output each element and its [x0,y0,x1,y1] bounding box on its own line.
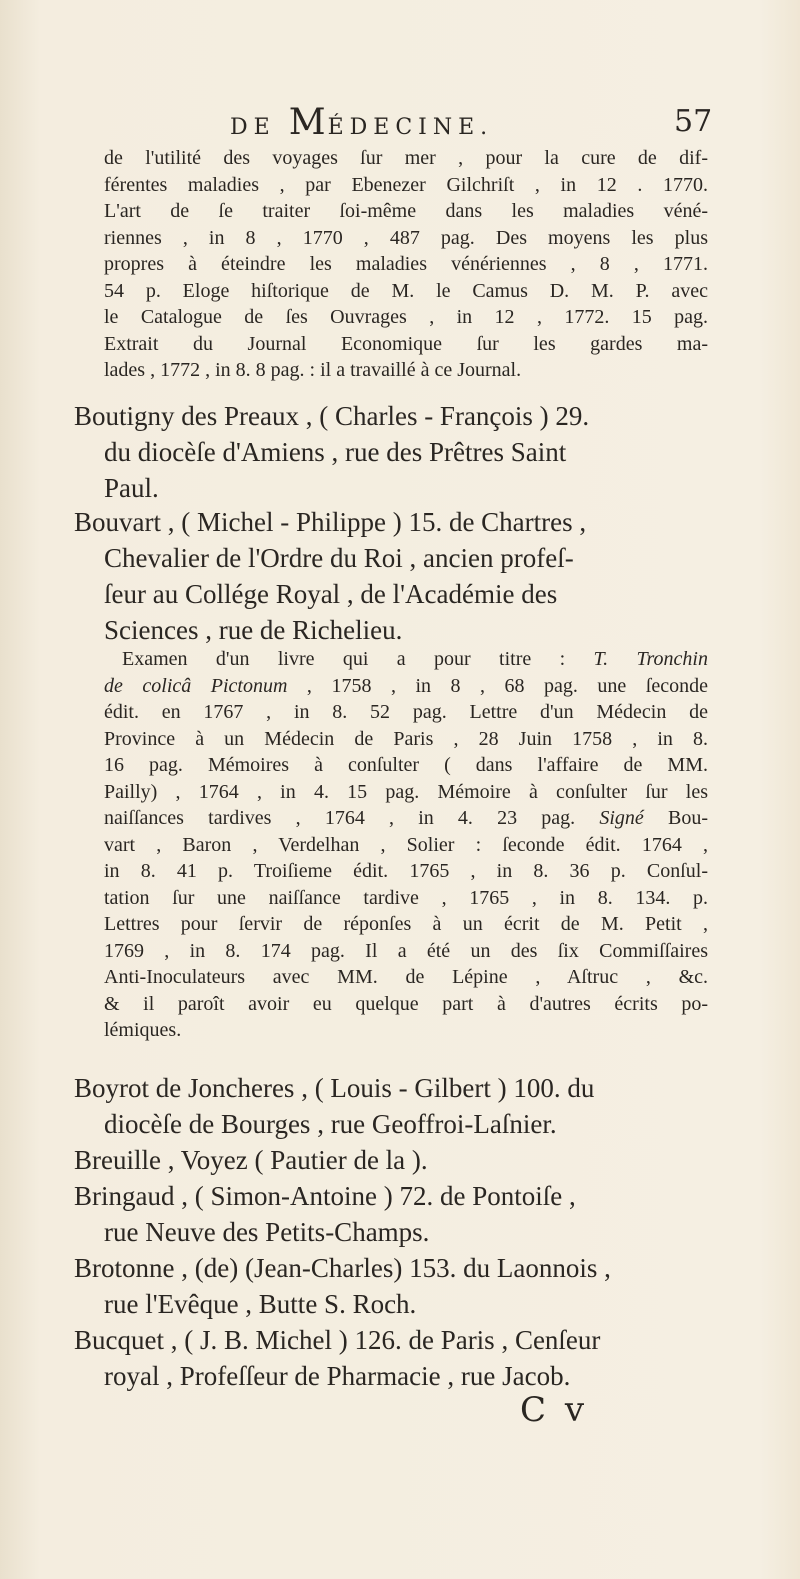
entry-brotonne [74,1250,708,1322]
text-line: Extrait du Journal Economique ſur les gardes ma- [104,332,708,355]
text-line: & il paroît avoir eu quelque part à d'autres écrits po- [104,992,708,1015]
entry-line: Paul. [104,473,159,503]
text-line: édit. en 1767 , in 8. 52 pag. Lettre d'un Médecin de [104,701,708,723]
entry-heading: Boyrot de Joncheres , ( Louis - Gilbert ) 100. du [74,1073,595,1103]
entry-line: du diocèſe d'Amiens , rue des Prêtres Saint [104,437,567,467]
text-run: , 1758 , in 8 , 68 pag. une ſeconde [287,674,708,697]
text-line: Lettres pour ſervir de réponſes à un écrit de M. Petit , [104,913,708,935]
entry-heading: Bucquet , ( J. B. Michel ) 126. de Paris , Cenſeur [74,1325,601,1355]
text-line: riennes , in 8 , 1770 , 487 pag. Des moyens les plus [104,226,708,249]
text-line: propres à éteindre les maladies vénériennes , 8 , 1771. [104,253,708,275]
text-line: in 8. 41 p. Troiſieme édit. 1765 , in 8. 36 p. Conſul- [104,860,708,882]
text-line: le Catalogue de ſes Ouvrages , in 12 , 1772. 15 pag. [104,306,708,328]
signature-mark: C v [520,1390,589,1430]
text-line [104,673,708,700]
text-line [104,646,708,673]
running-head-prefix: DE [230,115,276,140]
text-line: 1769 , in 8. 174 pag. Il a été un des ſix Commiſſaires [104,939,708,962]
text-line: 54 p. Eloge hiſtorique de M. le Camus D. M. P. avec [104,279,708,302]
text-line: Pailly) , 1764 , in 4. 15 pag. Mémoire à conſulter ſur les [104,780,708,803]
entry-bringaud [74,1178,708,1250]
bouvart-works [104,646,708,1044]
italic-word: Signé [599,807,644,829]
entry-breuille [74,1142,708,1178]
entry-line: ſeur au Collége Royal , de l'Académie des [104,579,558,609]
running-head-initial: M [288,102,328,143]
text-line: de l'utilité des voyages ſur mer , pour la cure de dif- [104,147,708,169]
text-line: lémiques. [104,1019,182,1041]
entry-boutigny [74,398,708,506]
running-head [230,102,493,143]
entry-heading: Boutigny des Preaux , ( Charles - François ) 29. [74,401,590,431]
italic-title: de colicâ Pictonum [104,674,288,697]
text-line: tation ſur une naiſſance tardive , 1765 , in 8. 134. p. [104,886,708,909]
entry-bouvart [74,504,708,648]
entry-heading: Bringaud , ( Simon-Antoine ) 72. de Pontoiſe , [74,1181,576,1211]
entry-heading: Bouvart , ( Michel - Philippe ) 15. de Chartres , [74,507,587,537]
page-header [0,96,800,146]
text-line: 16 pag. Mémoires à conſulter ( dans l'affaire de MM. [104,754,708,776]
entry-heading: Breuille , Voyez ( Pautier de la ). [74,1145,428,1175]
intro-paragraph [104,145,708,384]
text-line: lades , 1772 , in 8. 8 pag. : il a travaillé à ce Journal. [104,359,522,381]
italic-title: T. Tronchin [593,648,708,670]
entry-heading: Brotonne , (de) (Jean-Charles) 153. du Laonnois , [74,1253,611,1283]
text-run: Bou- [643,807,708,829]
text-line: férentes maladies , par Ebenezer Gilchriſt , in 12 . 1770. [104,173,708,196]
text-line: Province à un Médecin de Paris , 28 Juin 1758 , in 8. [104,727,708,750]
text-line: L'art de ſe traiter ſoi-même dans les maladies véné- [104,200,708,222]
entry-boyrot [74,1070,708,1142]
entry-bucquet [74,1322,708,1394]
entry-line: Sciences , rue de Richelieu. [104,615,403,645]
page-number: 57 [674,104,713,139]
entry-line: rue Neuve des Petits-Champs. [104,1217,430,1247]
text-run: naiſſances tardives , 1764 , in 4. 23 pag. [104,807,600,829]
running-head-rest: ÉDECINE. [327,115,494,140]
entry-line: diocèſe de Bourges , rue Geoffroi-Laſnier. [104,1109,557,1139]
text-line: vart , Baron , Verdelhan , Solier : ſeconde édit. 1764 , [104,833,708,856]
text-line [104,805,708,832]
text-line: Anti-Inoculateurs avec MM. de Lépine , Aſtruc , &c. [104,966,708,988]
text-run: Examen d'un livre qui a pour titre : [122,648,594,670]
entry-line: rue l'Evêque , Butte S. Roch. [104,1289,417,1319]
entry-line: Chevalier de l'Ordre du Roi , ancien profeſ- [104,543,574,573]
entry-line: royal , Profeſſeur de Pharmacie , rue Jacob. [104,1361,571,1391]
